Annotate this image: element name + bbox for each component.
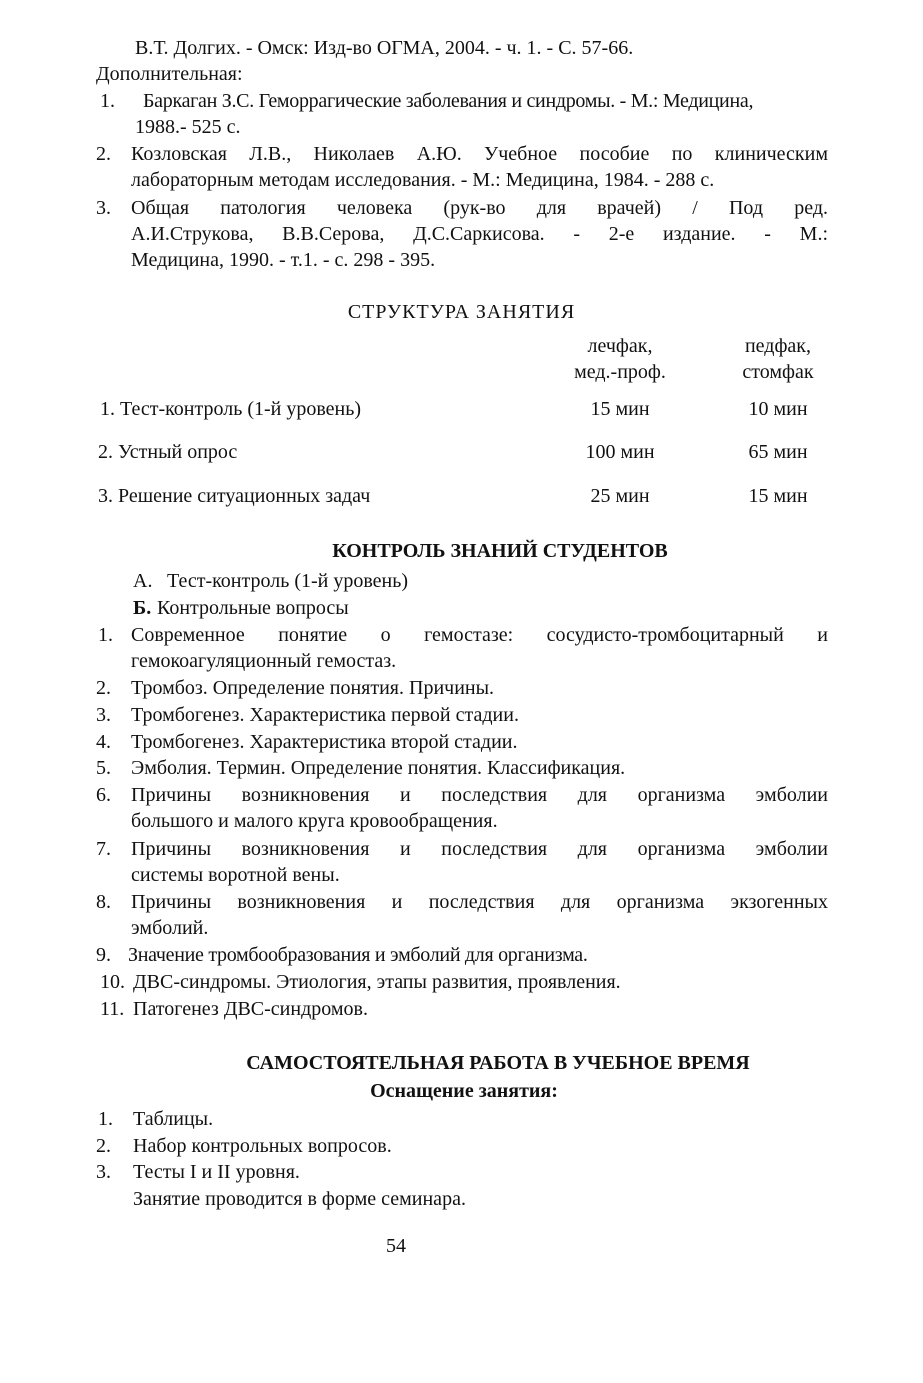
- question-number: 4.: [96, 731, 111, 753]
- question-number: 1.: [98, 624, 113, 646]
- structure-row-time: 100 мин: [585, 441, 655, 463]
- page-number: 54: [386, 1235, 406, 1257]
- reference-text: лабораторным методам исследования. - М.: Медицина, 1984. - 288 с.: [131, 169, 715, 191]
- question-number: 10.: [100, 971, 125, 993]
- reference-text: Козловская Л.В., Николаев А.Ю. Учебное пособие по клиническим: [131, 143, 828, 165]
- control-item-text: Тест-контроль (1-й уровень): [167, 570, 409, 592]
- structure-row-time: 25 мин: [590, 485, 650, 507]
- reference-text: Медицина, 1990. - т.1. - с. 298 - 395.: [131, 249, 436, 271]
- reference-text: 1988.- 525 с.: [135, 116, 241, 138]
- equipment-number: 1.: [98, 1108, 113, 1130]
- control-item-label: Б.: [133, 597, 152, 619]
- question-number: 7.: [96, 838, 111, 860]
- reference-number: 3.: [96, 197, 111, 219]
- question-number: 5.: [96, 757, 111, 779]
- question-text: Значение тромбообразования и эмболий для организма.: [128, 944, 588, 966]
- control-title: КОНТРОЛЬ ЗНАНИЙ СТУДЕНТОВ: [332, 540, 668, 562]
- question-text: большого и малого круга кровообращения.: [131, 810, 498, 832]
- question-text: Патогенез ДВС-синдромов.: [133, 998, 368, 1020]
- question-text: системы воротной вены.: [131, 864, 340, 886]
- equipment-item: Тесты I и II уровня.: [133, 1161, 300, 1183]
- selfwork-subtitle: Оснащение занятия:: [370, 1080, 558, 1102]
- question-text: Причины возникновения и последствия для организма экзогенных: [131, 891, 828, 913]
- question-number: 8.: [96, 891, 111, 913]
- selfwork-title: САМОСТОЯТЕЛЬНАЯ РАБОТА В УЧЕБНОЕ ВРЕМЯ: [246, 1052, 750, 1074]
- column-header-line: стомфак: [742, 361, 814, 383]
- question-text: Причины возникновения и последствия для организма эмболии: [131, 838, 828, 860]
- question-text: Эмболия. Термин. Определение понятия. Классификация.: [131, 757, 626, 779]
- equipment-item: Набор контрольных вопросов.: [133, 1135, 392, 1157]
- column-header-line: педфак,: [744, 335, 812, 357]
- structure-row-time: 10 мин: [748, 398, 808, 420]
- structure-row-label: 3. Решение ситуационных задач: [98, 485, 371, 507]
- control-item-label: А.: [133, 570, 153, 592]
- question-text: Тромбогенез. Характеристика первой стадии.: [131, 704, 519, 726]
- equipment-item: Таблицы.: [133, 1108, 214, 1130]
- question-text: Тромбоз. Определение понятия. Причины.: [131, 677, 495, 699]
- reference-text: Баркаган З.С. Геморрагические заболевания и синдромы. - М.: Медицина,: [143, 90, 754, 112]
- reference-continuation: В.Т. Долгих. - Омск: Изд-во ОГМА, 2004. - ч. 1. - С. 57-66.: [135, 37, 634, 59]
- question-number: 3.: [96, 704, 111, 726]
- structure-row-label: 2. Устный опрос: [98, 441, 238, 463]
- reference-text: Общая патология человека (рук-во для врачей) / Под ред.: [131, 197, 828, 219]
- question-text: Причины возникновения и последствия для организма эмболии: [131, 784, 828, 806]
- question-number: 9.: [96, 944, 111, 966]
- question-text: гемокоагуляционный гемостаз.: [131, 650, 397, 672]
- selfwork-note: Занятие проводится в форме семинара.: [133, 1188, 466, 1210]
- question-number: 6.: [96, 784, 111, 806]
- structure-row-label: 1. Тест-контроль (1-й уровень): [100, 398, 362, 420]
- reference-number: 2.: [96, 143, 111, 165]
- reference-text: А.И.Струкова, В.В.Серова, Д.С.Саркисова. - 2-е издание. - М.:: [131, 223, 828, 245]
- additional-literature-heading: Дополнительная:: [96, 63, 243, 85]
- structure-row-time: 15 мин: [748, 485, 808, 507]
- structure-row-time: 15 мин: [590, 398, 650, 420]
- reference-number: 1.: [100, 90, 115, 112]
- question-text: Тромбогенез. Характеристика второй стадии.: [131, 731, 518, 753]
- structure-row-time: 65 мин: [748, 441, 808, 463]
- control-item-text: Контрольные вопросы: [157, 597, 349, 619]
- question-number: 2.: [96, 677, 111, 699]
- structure-title: СТРУКТУРА ЗАНЯТИЯ: [347, 301, 576, 323]
- column-header-line: лечфак,: [587, 335, 653, 357]
- question-text: Современное понятие о гемостазе: сосудисто-тромбоцитарный и: [131, 624, 828, 646]
- question-number: 11.: [100, 998, 125, 1020]
- equipment-number: 3.: [96, 1161, 111, 1183]
- equipment-number: 2.: [96, 1135, 111, 1157]
- question-text: эмболий.: [131, 917, 209, 939]
- question-text: ДВС-синдромы. Этиология, этапы развития, проявления.: [133, 971, 621, 993]
- column-header-line: мед.-проф.: [574, 361, 666, 383]
